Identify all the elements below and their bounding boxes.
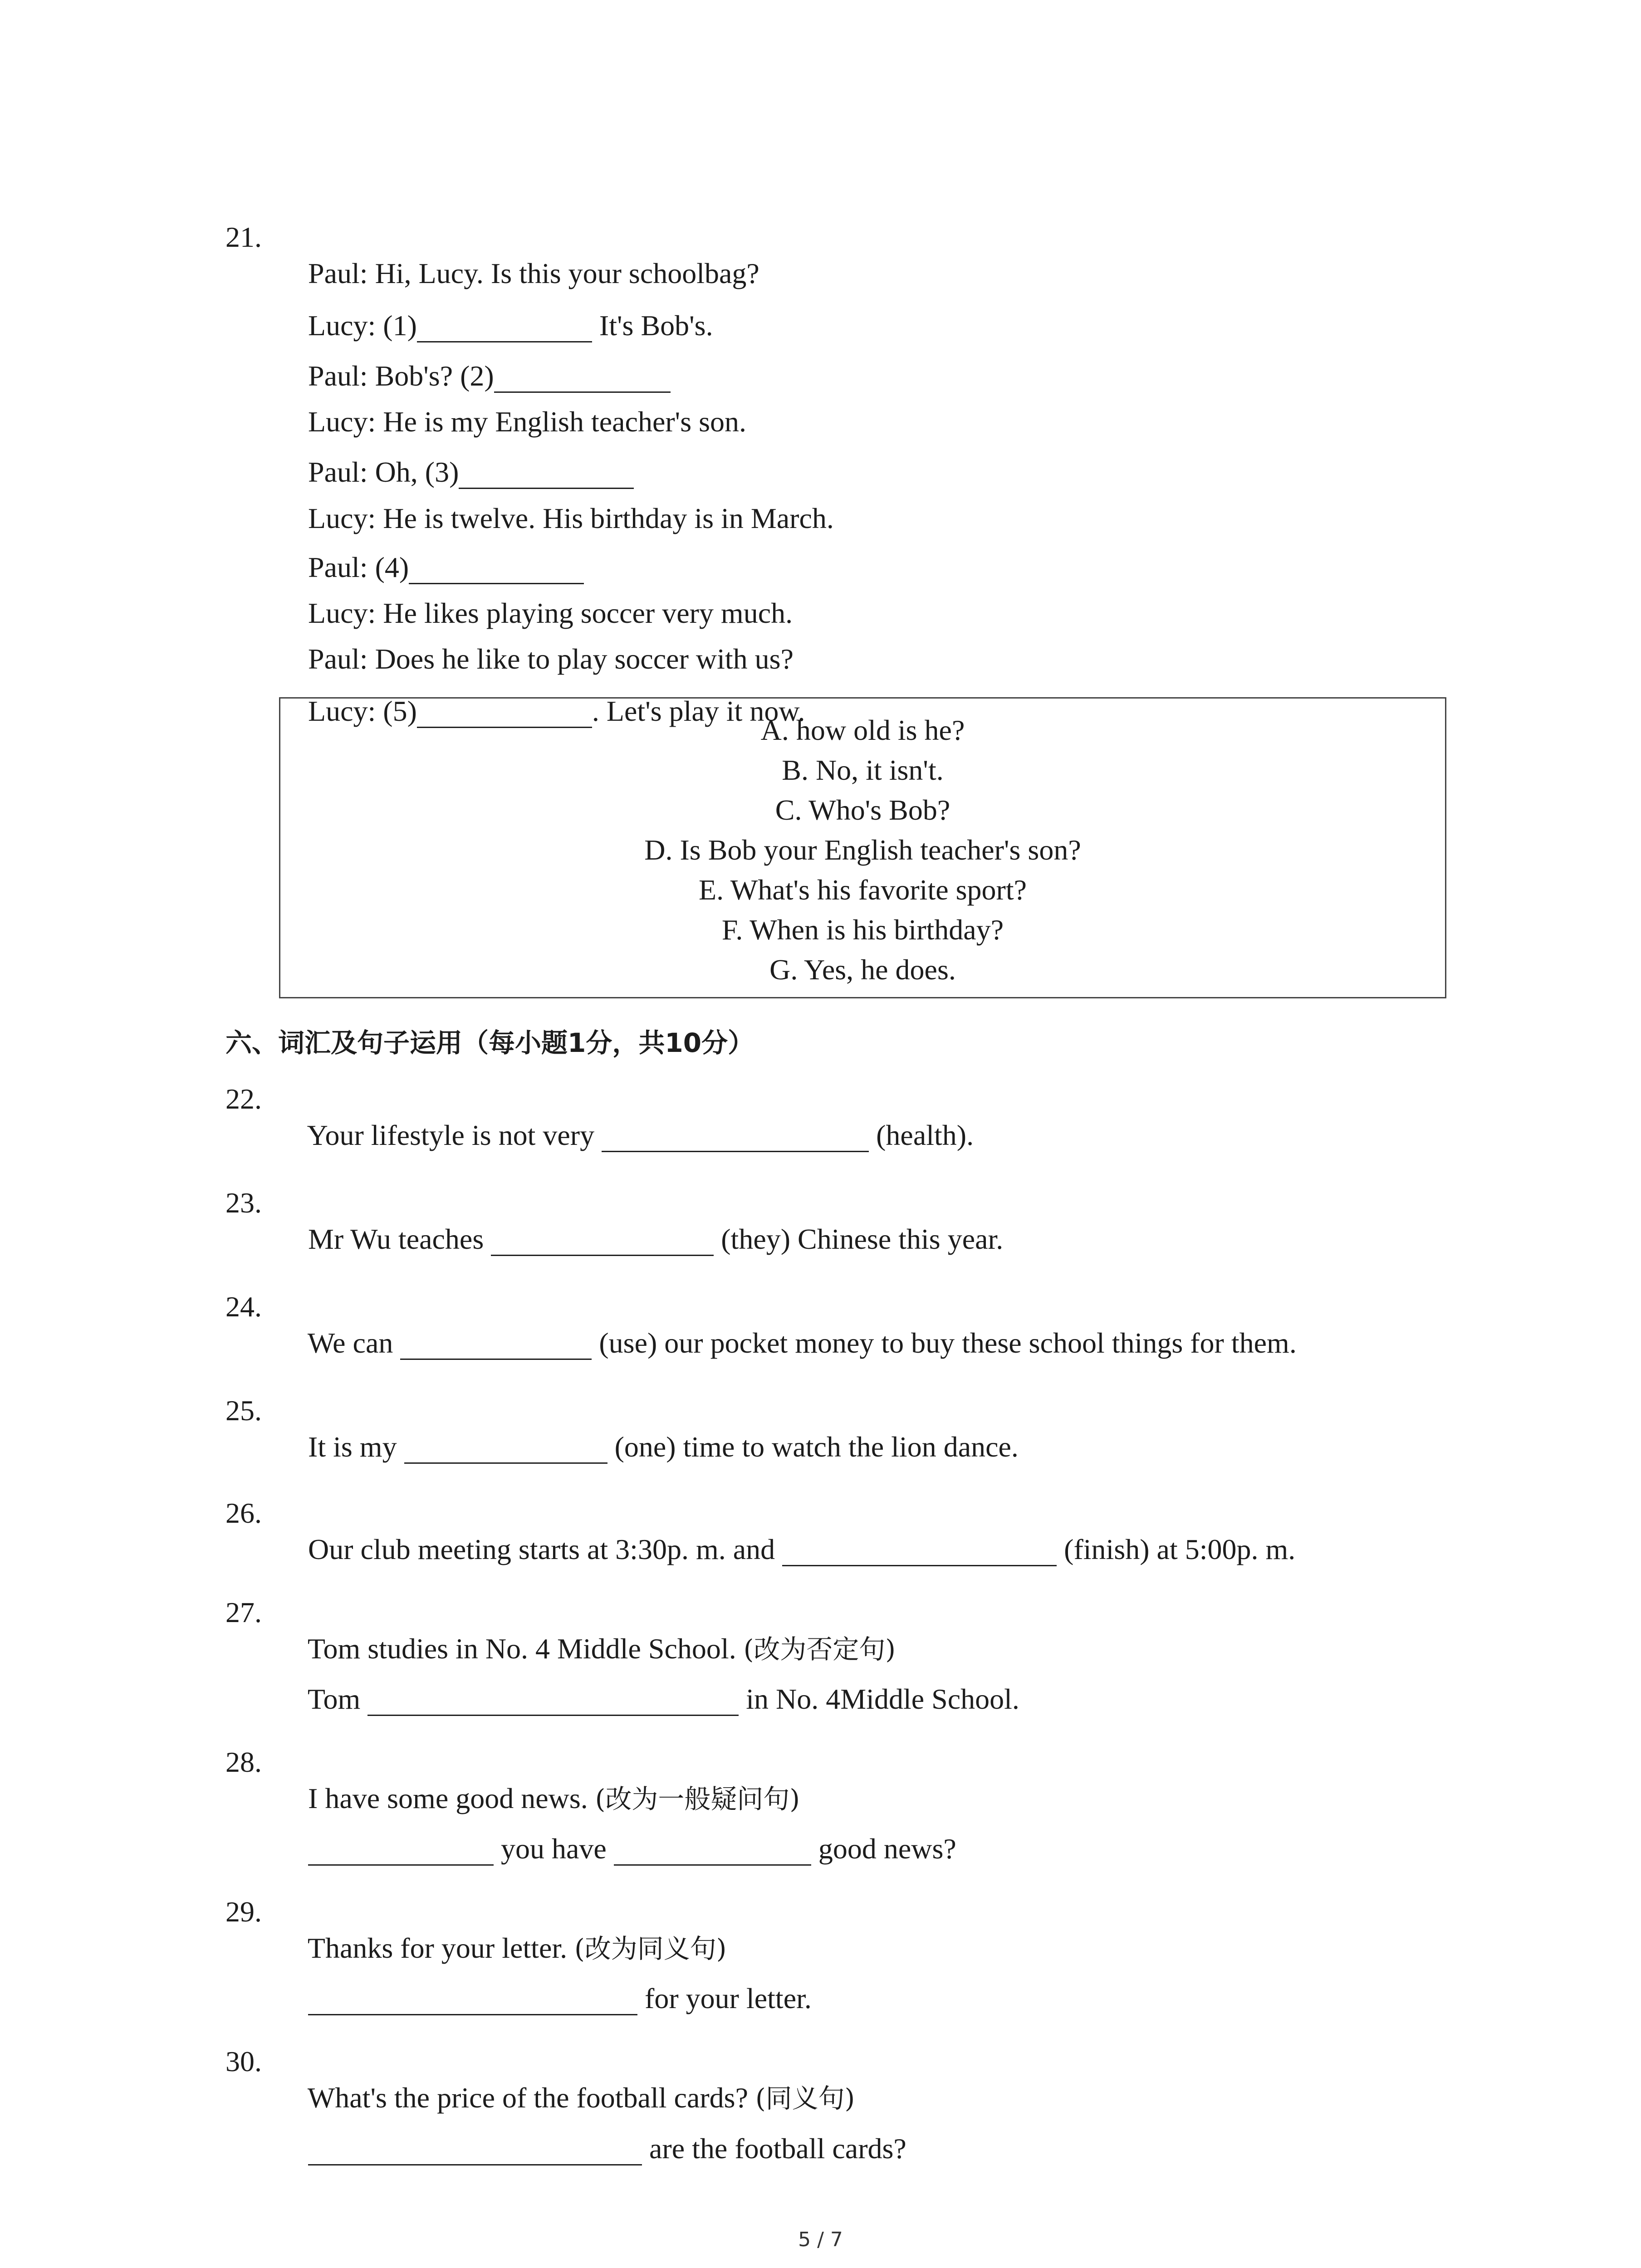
question-number: 25. [225,1394,262,1427]
dialogue-text: Paul: (4) [308,551,409,583]
answer-blank [308,2139,642,2165]
option-item: E. What's his favorite sport? [698,874,1027,906]
option-item: F. When is his birthday? [721,914,1004,946]
answer-post: good news? [811,1833,956,1865]
instruction-note: (改为同义句) [574,1933,727,1964]
question-prompt [279,2043,855,2114]
answer-mid: you have [494,1833,614,1865]
dialogue-line [279,322,671,392]
question-text [279,1393,1019,1463]
question-prompt [279,1744,800,1814]
answer-post: are the football cards? [642,2132,906,2165]
option-item: G. Yes, he does. [769,953,956,986]
prompt-sentence: I have some good news. [308,1782,595,1814]
question-text [279,1289,1297,1359]
dialogue-line [279,271,713,342]
dialogue-line [279,605,794,675]
question-post: (one) time to watch the lion dance. [607,1431,1019,1463]
question-post: (use) our pocket money to buy these school things for them. [592,1327,1297,1359]
question-pre: Mr Wu teaches [308,1223,491,1255]
dialogue-text: Lucy: (5) [308,695,417,727]
dialogue-line [279,219,759,289]
question-number: 30. [225,2045,262,2077]
option-item: B. No, it isn't. [782,754,944,786]
question-pre: We can [307,1327,401,1359]
dialogue-text: Paul: Bob's? (2) [308,360,494,392]
question-number: 22. [225,1083,262,1115]
dialogue-text: Paul: Hi, Lucy. Is this your schoolbag? [308,257,759,289]
answer-line [279,2094,906,2165]
question-post: (they) Chinese this year. [714,1223,1004,1255]
dialogue-text: Paul: Oh, (3) [308,456,459,488]
answer-line [279,1645,1019,1715]
answer-blank [491,1229,714,1256]
prompt-sentence: Thanks for your letter. [307,1932,575,1964]
prompt-sentence: What's the price of the football cards? [307,2082,755,2114]
instruction-note: (改为否定句) [743,1634,896,1665]
answer-pre: Tom [307,1683,368,1715]
question-number: 26. [225,1497,262,1529]
answer-blank [367,1689,739,1716]
question-pre: Your lifestyle is not very [307,1119,602,1151]
question-text [279,1185,1004,1255]
answer-blank [400,1333,592,1360]
answer-blank [404,1437,607,1464]
dialogue-text: Lucy: He is twelve. His birthday is in March. [308,502,834,534]
dialogue-line [279,367,746,438]
page-number: 5 / 7 [798,2228,843,2251]
dialogue-text: Lucy: (1) [308,309,417,342]
question-post: (health). [869,1119,974,1151]
instruction-note: (改为一般疑问句) [595,1784,800,1814]
answer-blank [602,1125,869,1152]
answer-blank [308,1839,494,1866]
question-number: 24. [225,1290,262,1323]
dialogue-line [279,559,793,629]
options-box [279,697,1446,998]
dialogue-text: Lucy: He is my English teacher's son. [308,406,746,438]
option-item: D. Is Bob your English teacher's son? [644,834,1081,866]
question-number: 28. [225,1746,262,1778]
question-number: 23. [225,1187,262,1219]
question-number: 21. [225,221,262,253]
answer-post: in No. 4Middle School. [739,1683,1019,1715]
dialogue-text: . Let's play it now. [592,695,805,727]
question-text [279,1495,1296,1565]
dialogue-text: Lucy: He likes playing soccer very much. [308,597,793,629]
question-prompt [279,1894,727,1964]
answer-blank [782,1540,1057,1566]
question-text [279,1081,974,1151]
answer-blank [308,1989,637,2015]
section-heading: 六、词汇及句子运用（每小题1分，共10分） [225,1027,754,1058]
answer-post: for your letter. [637,1982,812,2014]
dialogue-line [279,418,634,488]
answer-line [279,1944,812,2014]
question-pre: Our club meeting starts at 3:30p. m. and [308,1533,783,1565]
question-pre: It is my [308,1431,404,1463]
dialogue-line [279,513,584,583]
dialogue-text: It's Bob's. [592,309,713,342]
dialogue-line [279,657,805,727]
question-number: 29. [225,1896,262,1928]
option-item: A. how old is he? [760,714,965,746]
question-post: (finish) at 5:00p. m. [1057,1533,1296,1565]
instruction-note: (同义句) [755,2083,855,2114]
prompt-sentence: Tom studies in No. 4 Middle School. [307,1633,744,1665]
question-number: 27. [225,1596,262,1628]
answer-blank [614,1839,811,1866]
answer-line [279,1794,956,1865]
option-item: C. Who's Bob? [775,794,950,826]
dialogue-text: Paul: Does he like to play soccer with us? [308,643,794,675]
dialogue-line [279,464,834,534]
question-prompt [279,1594,896,1665]
